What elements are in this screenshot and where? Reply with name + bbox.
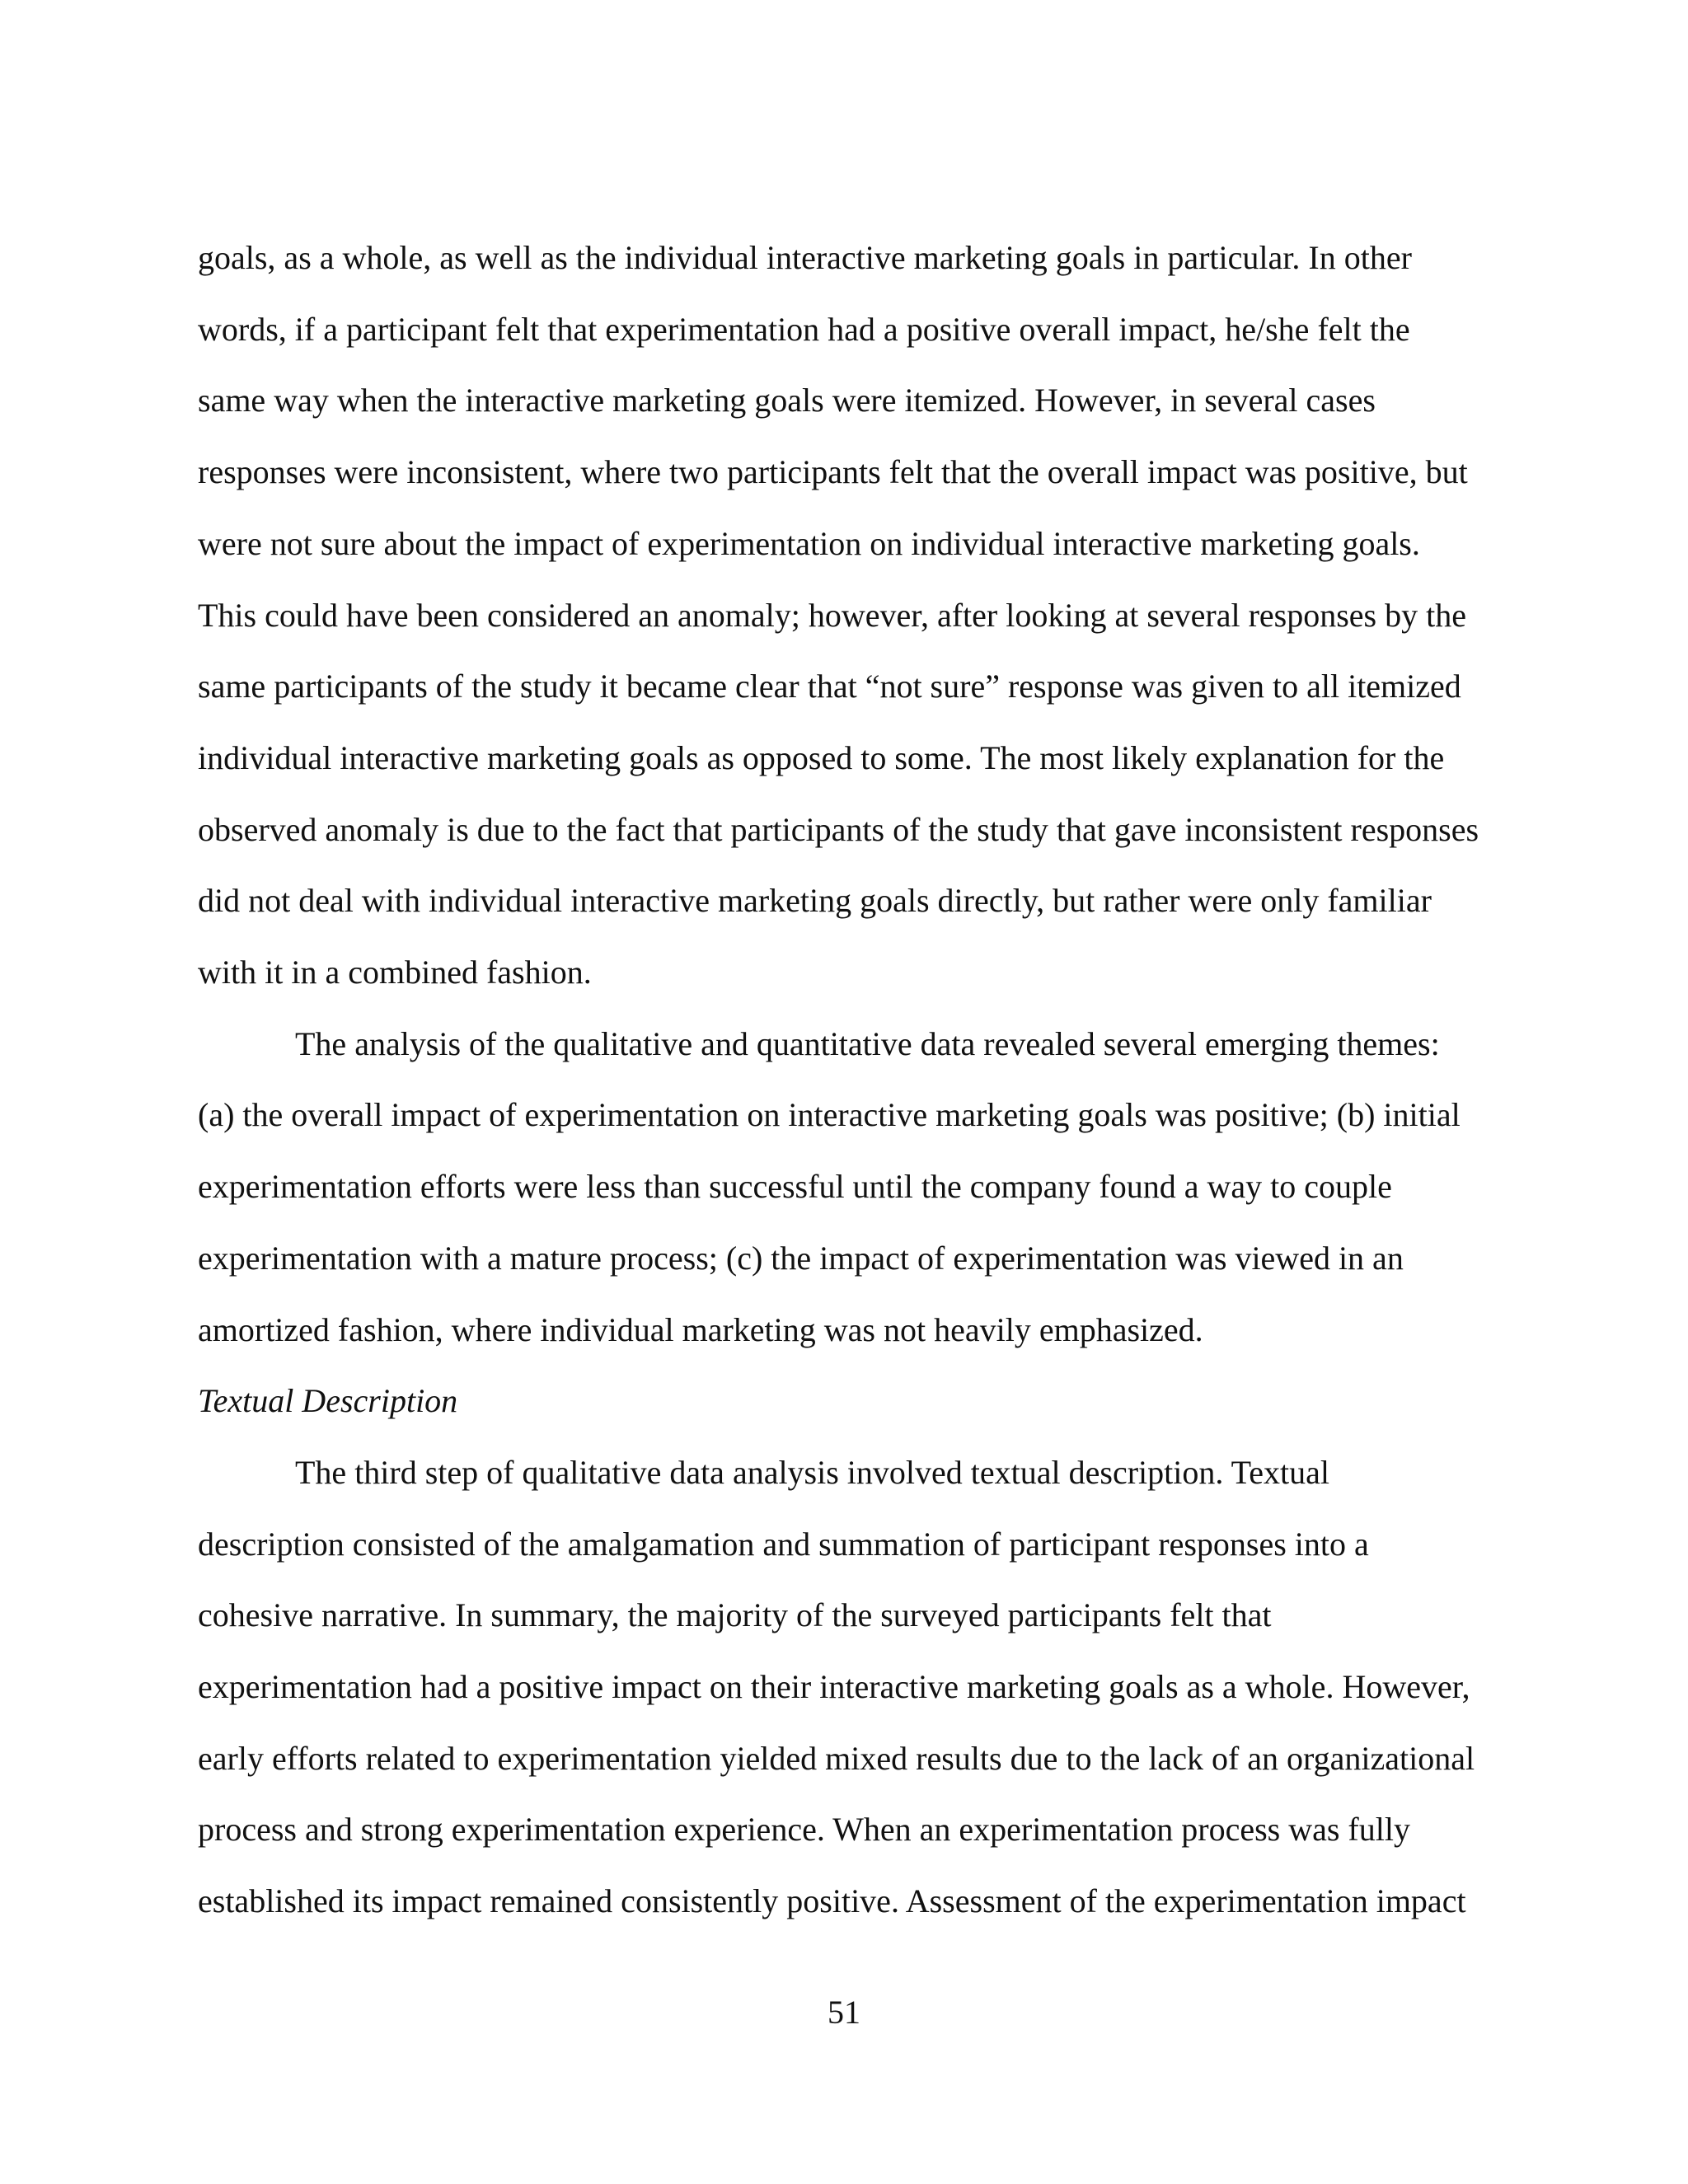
text-line: The third step of qualitative data analysis involved textual description. Textual	[295, 1453, 1330, 1491]
text-line: amortized fashion, where individual marketing was not heavily emphasized.	[198, 1310, 1203, 1348]
text-line: process and strong experimentation experience. When an experimentation process was fully	[198, 1811, 1410, 1849]
text-line: same participants of the study it became clear that “not sure” response was given to all itemized	[198, 668, 1461, 705]
text-line: cohesive narrative. In summary, the majority of the surveyed participants felt that	[198, 1596, 1272, 1634]
body-text	[198, 223, 1500, 1938]
page-number: 51	[828, 1994, 860, 2031]
text-line: goals, as a whole, as well as the individual interactive marketing goals in particular. In other	[198, 239, 1412, 276]
text-line: individual interactive marketing goals as opposed to some. The most likely explanation for the	[198, 738, 1445, 776]
text-line: The analysis of the qualitative and quantitative data revealed several emerging themes:	[295, 1024, 1440, 1062]
text-line: observed anomaly is due to the fact that participants of the study that gave inconsistent responses	[198, 810, 1479, 848]
text-line: established its impact remained consistently positive. Assessment of the experimentation impact	[198, 1882, 1466, 1920]
text-line: were not sure about the impact of experimentation on individual interactive marketing goals.	[198, 524, 1420, 562]
section-heading: Textual Description	[198, 1382, 458, 1420]
text-line: experimentation had a positive impact on their interactive marketing goals as a whole. However,	[198, 1668, 1470, 1706]
text-line: experimentation efforts were less than successful until the company found a way to couple	[198, 1168, 1392, 1206]
text-line: early efforts related to experimentation yielded mixed results due to the lack of an organizational	[198, 1739, 1475, 1777]
text-line: with it in a combined fashion.	[198, 954, 592, 991]
text-line: responses were inconsistent, where two participants felt that the overall impact was positive, but	[198, 453, 1468, 491]
text-line: same way when the interactive marketing goals were itemized. However, in several cases	[198, 382, 1376, 419]
paragraph-textual-description	[198, 1437, 1500, 1938]
text-line: did not deal with individual interactive marketing goals directly, but rather were only familiar	[198, 882, 1432, 920]
paragraph-continuation	[198, 223, 1500, 1009]
text-line: words, if a participant felt that experimentation had a positive overall impact, he/she felt the	[198, 310, 1410, 348]
paragraph-emerging-themes	[198, 1009, 1500, 1366]
text-line: (a) the overall impact of experimentation on interactive marketing goals was positive; (b) initial	[198, 1096, 1461, 1134]
text-line: description consisted of the amalgamation and summation of participant responses into a	[198, 1525, 1369, 1563]
text-line: This could have been considered an anomaly; however, after looking at several responses by the	[198, 596, 1466, 634]
text-line: experimentation with a mature process; (c) the impact of experimentation was viewed in an	[198, 1239, 1404, 1277]
